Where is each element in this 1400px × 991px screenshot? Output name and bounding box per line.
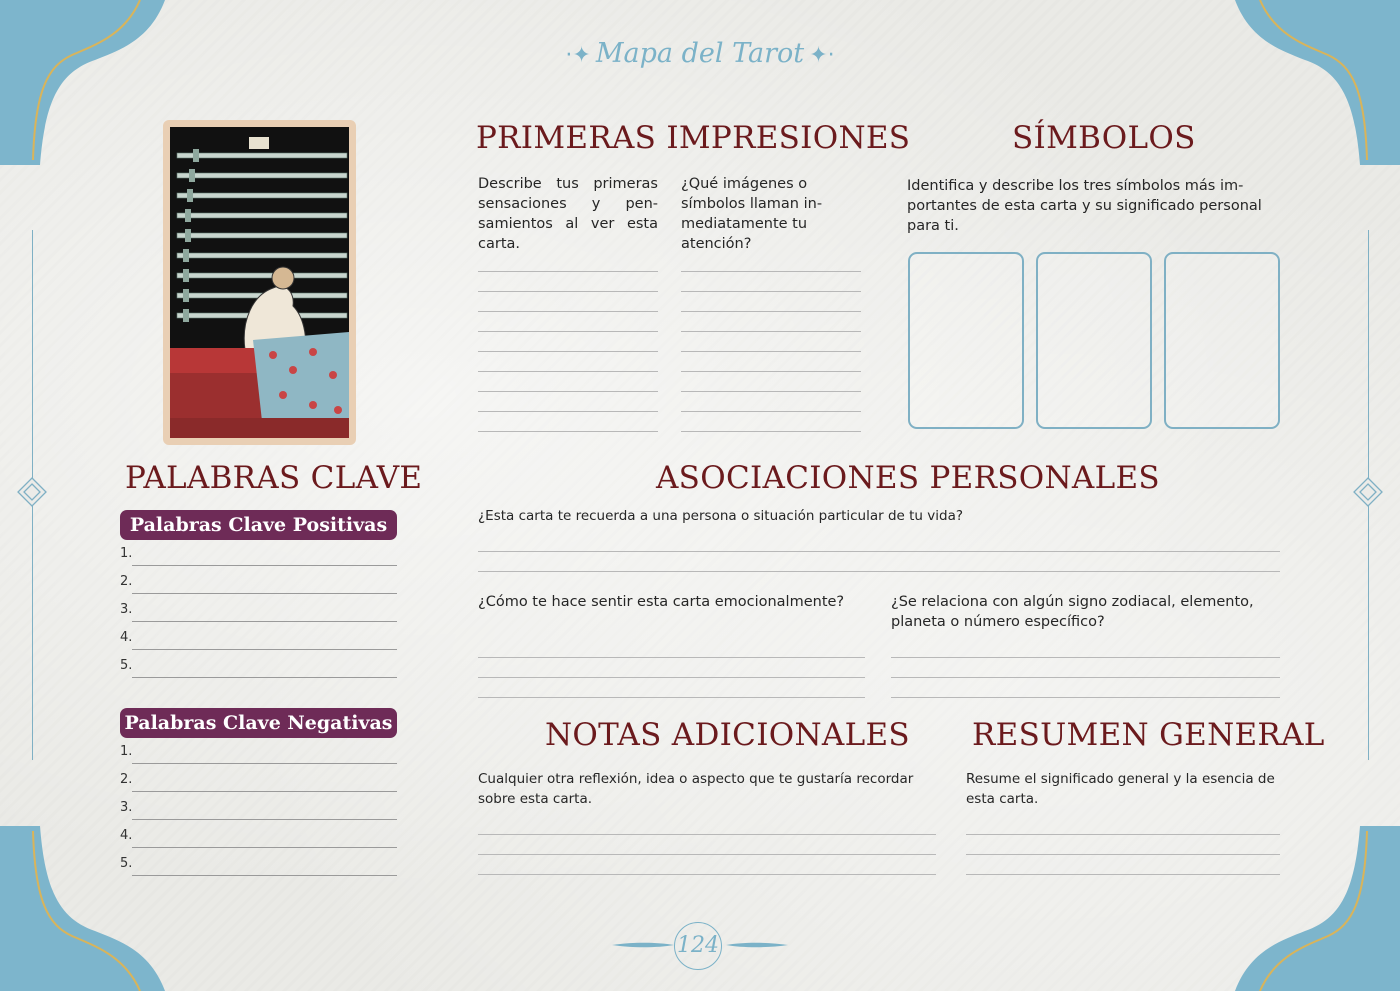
- sparkle-left-icon: ·✦: [565, 43, 591, 68]
- symbol-box-1[interactable]: [908, 252, 1024, 429]
- positive-keywords-label: Palabras Clave Positivas: [120, 510, 397, 540]
- negative-keyword-row-4[interactable]: 4.: [120, 828, 397, 848]
- symbol-box-3[interactable]: [1164, 252, 1280, 429]
- resumen-prompt: Resume el significado general y la esencia de esta carta.: [966, 771, 1275, 807]
- symbol-box-2[interactable]: [1036, 252, 1152, 429]
- negative-keyword-row-3[interactable]: 3.: [120, 800, 397, 820]
- notas-adicionales-title: NOTAS ADICIONALES: [545, 717, 910, 753]
- positive-keyword-row-2[interactable]: 2.: [120, 574, 397, 594]
- sparkle-right-icon: ✦·: [809, 43, 835, 68]
- primeras-impresiones-title: PRIMERAS IMPRESIONES: [476, 120, 911, 156]
- primeras-prompt-right: ¿Qué imágenes o símbolos llaman inmediatamente tu atención?: [681, 176, 823, 252]
- resumen-general-title: RESUMEN GENERAL: [972, 717, 1325, 753]
- page-title: Mapa del Tarot: [595, 38, 805, 69]
- positive-keyword-row-4[interactable]: 4.: [120, 630, 397, 650]
- positive-keyword-row-3[interactable]: 3.: [120, 602, 397, 622]
- positive-keyword-row-5[interactable]: 5.: [120, 658, 397, 678]
- negative-keyword-row-5[interactable]: 5.: [120, 856, 397, 876]
- corner-ornament-top-right: [1230, 0, 1400, 170]
- negative-keyword-row-2[interactable]: 2.: [120, 772, 397, 792]
- left-diamond-ornament: [17, 477, 47, 507]
- negative-keyword-row-1[interactable]: 1.: [120, 744, 397, 764]
- palabras-clave-title: PALABRAS CLAVE: [125, 460, 423, 496]
- primeras-prompt-left: Describe tus primeras sensaciones y pensamientos al ver esta carta.: [478, 176, 658, 252]
- positive-keyword-row-1[interactable]: 1.: [120, 546, 397, 566]
- asociaciones-question-1: ¿Esta carta te recuerda a una persona o situación particular de tu vida?: [478, 508, 964, 524]
- corner-ornament-top-left: [0, 0, 170, 170]
- tarot-card-image: [163, 120, 356, 445]
- asociaciones-question-2: ¿Cómo te hace sentir esta carta emocionalmente?: [478, 594, 845, 610]
- corner-ornament-bottom-right: [1230, 821, 1400, 991]
- simbolos-title: SÍMBOLOS: [1012, 120, 1196, 156]
- negative-keywords-label: Palabras Clave Negativas: [120, 708, 397, 738]
- notas-prompt: Cualquier otra reflexión, idea o aspecto que te gustaría recordar sobre esta carta.: [478, 771, 914, 807]
- right-diamond-ornament: [1353, 477, 1383, 507]
- simbolos-prompt: Identifica y describe los tres símbolos más importantes de esta carta y su significado personal para ti.: [907, 178, 1262, 234]
- asociaciones-question-3: ¿Se relaciona con algún signo zodiacal, elemento, planeta o número específico?: [891, 594, 1254, 630]
- asociaciones-title: ASOCIACIONES PERSONALES: [656, 460, 1160, 496]
- page-header: [540, 38, 860, 69]
- page-number: 124: [674, 922, 722, 970]
